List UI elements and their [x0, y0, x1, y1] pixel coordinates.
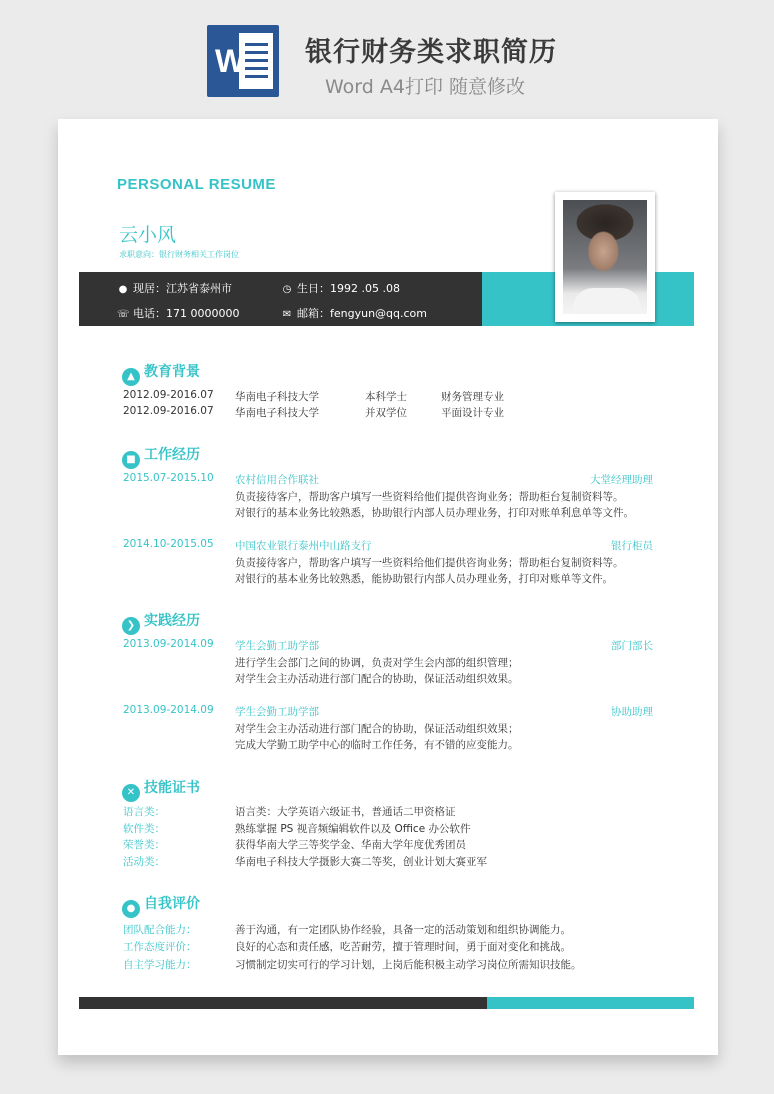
birth-info [281, 280, 400, 296]
birth-text: 生日：1992 .05 .08 [297, 282, 400, 295]
phone-info [117, 305, 239, 321]
skill-label: 语言类： [123, 806, 165, 818]
resume-label: PERSONAL RESUME [117, 176, 276, 193]
word-icon [207, 25, 279, 97]
work-period: 2015.07-2015.10 [123, 472, 214, 484]
word-letter: W [215, 43, 246, 79]
edu-major: 平面设计专业 [441, 407, 504, 419]
practice-period: 2013.09-2014.09 [123, 638, 214, 650]
briefcase-icon: ■ [122, 451, 140, 469]
tools-icon: ✕ [122, 784, 140, 802]
skill-value: 熟练掌握 PS 视音频编辑软件以及 Office 办公软件 [235, 823, 471, 835]
graduation-cap-icon: ▲ [122, 368, 140, 386]
job-intent: 求职意向：银行财务相关工作岗位 [119, 250, 239, 259]
practice-desc: 完成大学勤工助学中心的临时工作任务，有不错的应变能力。 [235, 739, 519, 751]
skill-label: 活动类： [123, 856, 165, 868]
work-desc: 负责接待客户，帮助客户填写一些资料给他们提供咨询业务；帮助柜台复制资料等。 [235, 557, 624, 569]
phone-text: 电话：171 0000000 [133, 307, 240, 320]
phone-icon: ☏ [117, 309, 130, 320]
location-icon: ● [118, 284, 128, 295]
practice-desc: 对学生会主办活动进行部门配合的协助，保证活动组织效果。 [235, 673, 519, 685]
candidate-name: 云小风 [119, 224, 177, 246]
edu-degree: 本科学士 [365, 391, 407, 403]
section-work [122, 444, 200, 469]
edu-major: 财务管理专业 [441, 391, 504, 403]
self-label: 自主学习能力： [123, 959, 197, 971]
practice-org: 学生会勤工助学部 [235, 706, 319, 718]
clock-icon: ◷ [282, 284, 292, 295]
section-work-title: 工作经历 [144, 447, 200, 463]
banner-title: 银行财务类求职简历 [305, 37, 557, 68]
self-value: 习惯制定切实可行的学习计划，上岗后能积极主动学习岗位所需知识技能。 [235, 959, 582, 971]
practice-period: 2013.09-2014.09 [123, 704, 214, 716]
work-role: 银行柜员 [611, 540, 653, 552]
section-skills-title: 技能证书 [144, 780, 200, 796]
work-desc: 负责接待客户，帮助客户填写一些资料给他们提供咨询业务；帮助柜台复制资料等。 [235, 491, 624, 503]
skill-value: 获得华南大学三等奖学金、华南大学年度优秀团员 [235, 839, 466, 851]
section-practice [122, 610, 200, 635]
edu-degree: 并双学位 [365, 407, 407, 419]
email-text: 邮箱：fengyun@qq.com [297, 307, 428, 320]
residence-text: 现居：江苏省泰州市 [133, 282, 232, 295]
footer-bar-accent [487, 997, 694, 1009]
profile-photo [563, 200, 647, 314]
section-self [122, 893, 200, 918]
section-education [122, 361, 200, 386]
section-self-title: 自我评价 [144, 896, 200, 912]
email-info [281, 305, 427, 321]
self-label: 团队配合能力： [123, 924, 197, 936]
residence-info [117, 280, 232, 296]
edu-school: 华南电子科技大学 [235, 391, 319, 403]
work-desc: 对银行的基本业务比较熟悉，协助银行内部人员办理业务，打印对账单利息单等文件。 [235, 507, 634, 519]
banner-subtitle: Word A4打印 随意修改 [325, 76, 526, 98]
person-icon: ● [122, 900, 140, 918]
practice-desc: 对学生会主办活动进行部门配合的协助，保证活动组织效果； [235, 723, 519, 735]
footer-bar-dark [79, 997, 487, 1009]
section-education-title: 教育背景 [144, 364, 200, 380]
practice-role: 协助助理 [611, 706, 653, 718]
work-period: 2014.10-2015.05 [123, 538, 214, 550]
practice-org: 学生会勤工助学部 [235, 640, 319, 652]
work-org: 中国农业银行泰州中山路支行 [235, 540, 372, 552]
section-practice-title: 实践经历 [144, 613, 200, 629]
work-desc: 对银行的基本业务比较熟悉，能协助银行内部人员办理业务，打印对账单等文件。 [235, 573, 613, 585]
mail-icon: ✉ [282, 309, 292, 320]
self-label: 工作态度评价： [123, 941, 197, 953]
section-skills [122, 777, 200, 802]
header-banner [0, 0, 774, 112]
self-value: 善于沟通，有一定团队协作经验，具备一定的活动策划和组织协调能力。 [235, 924, 571, 936]
skill-value: 华南电子科技大学摄影大赛二等奖，创业计划大赛亚军 [235, 856, 487, 868]
skill-label: 软件类： [123, 823, 165, 835]
edu-period: 2012.09-2016.07 [123, 389, 214, 401]
work-role: 大堂经理助理 [590, 474, 653, 486]
skill-value: 语言类：大学英语六级证书，普通话二甲资格证 [235, 806, 456, 818]
edu-school: 华南电子科技大学 [235, 407, 319, 419]
work-org: 农村信用合作联社 [235, 474, 319, 486]
self-value: 良好的心态和责任感，吃苦耐劳，擅于管理时间，勇于面对变化和挑战。 [235, 941, 571, 953]
profile-photo-frame [555, 192, 655, 322]
arrow-right-icon: ❯ [122, 617, 140, 635]
practice-desc: 进行学生会部门之间的协调，负责对学生会内部的组织管理； [235, 657, 519, 669]
skill-label: 荣誉类： [123, 839, 165, 851]
edu-period: 2012.09-2016.07 [123, 405, 214, 417]
practice-role: 部门部长 [611, 640, 653, 652]
